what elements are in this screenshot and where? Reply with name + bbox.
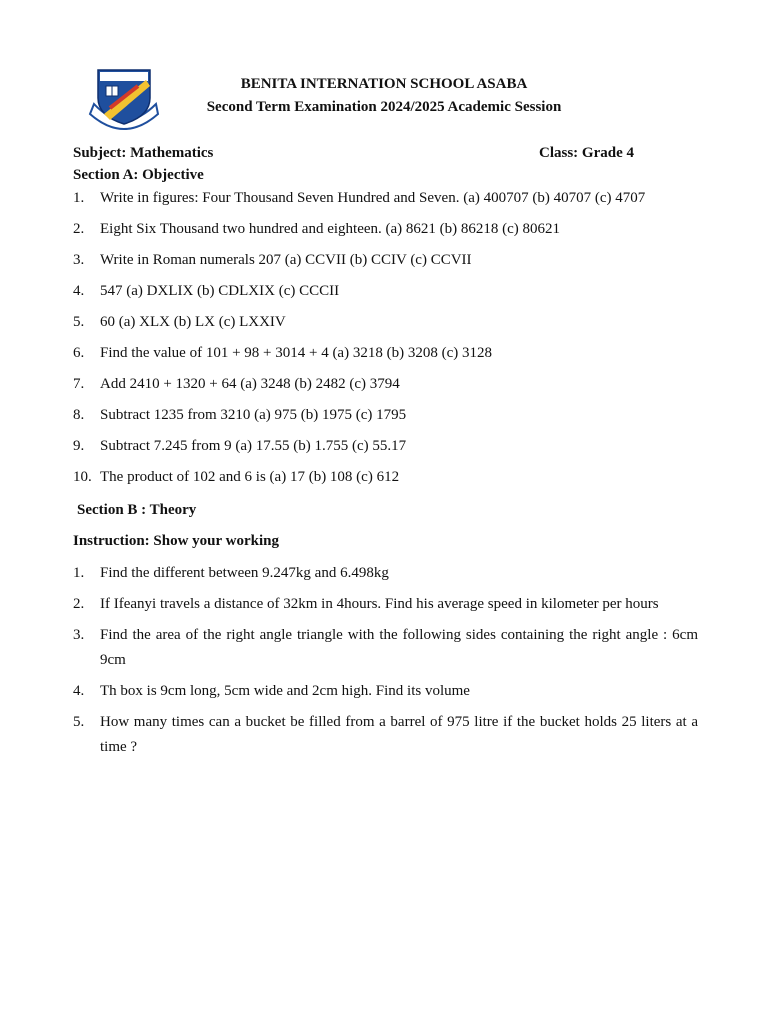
objective-questions xyxy=(73,186,698,496)
question-number: 1. xyxy=(73,565,85,581)
question-text: How many times can a bucket be filled from a barrel of 975 litre if the bucket holds 25 liters at a time ? xyxy=(100,714,698,755)
question-number: 1. xyxy=(73,190,85,206)
question-text: Write in Roman numerals 207 (a) CCVII (b) CCIV (c) CCVII xyxy=(100,252,472,268)
question-item xyxy=(73,279,698,304)
question-item xyxy=(73,561,698,586)
question-text: Find the different between 9.247kg and 6.498kg xyxy=(100,565,389,581)
question-number: 2. xyxy=(73,596,85,612)
question-item xyxy=(73,623,698,673)
exam-title: Second Term Examination 2024/2025 Academic Session xyxy=(206,99,562,115)
section-b-title: Section B : Theory xyxy=(77,502,197,518)
question-item xyxy=(73,403,698,428)
class-label: Class: Grade 4 xyxy=(539,145,634,161)
question-number: 4. xyxy=(73,683,85,699)
question-text: If Ifeanyi travels a distance of 32km in 4hours. Find his average speed in kilometer per hours xyxy=(100,596,659,612)
question-text: Th box is 9cm long, 5cm wide and 2cm high. Find its volume xyxy=(100,683,470,699)
question-item xyxy=(73,465,698,490)
question-item xyxy=(73,341,698,366)
question-text: Find the area of the right angle triangle with the following sides containing the right angle : 6cm 9cm xyxy=(100,627,698,668)
question-item xyxy=(73,186,698,211)
instruction-text: Instruction: Show your working xyxy=(73,533,280,549)
question-item xyxy=(73,434,698,459)
question-text: Write in figures: Four Thousand Seven Hundred and Seven. (a) 400707 (b) 40707 (c) 4707 xyxy=(100,190,646,206)
question-item xyxy=(73,710,698,760)
question-item xyxy=(73,217,698,242)
question-text: 60 (a) XLX (b) LX (c) LXXIV xyxy=(100,314,286,330)
question-number: 5. xyxy=(73,714,85,730)
question-text: Eight Six Thousand two hundred and eighteen. (a) 8621 (b) 86218 (c) 80621 xyxy=(100,221,561,237)
question-number: 9. xyxy=(73,438,85,454)
question-number: 7. xyxy=(73,376,85,392)
question-item xyxy=(73,372,698,397)
question-text: Subtract 7.245 from 9 (a) 17.55 (b) 1.755 (c) 55.17 xyxy=(100,438,407,454)
question-item xyxy=(73,248,698,273)
question-number: 10. xyxy=(73,469,92,485)
subject-label: Subject: Mathematics xyxy=(73,145,214,161)
question-number: 5. xyxy=(73,314,85,330)
question-text: Add 2410 + 1320 + 64 (a) 3248 (b) 2482 (c) 3794 xyxy=(100,376,400,392)
question-text: Subtract 1235 from 3210 (a) 975 (b) 1975 (c) 1795 xyxy=(100,407,407,423)
school-name: BENITA INTERNATION SCHOOL ASABA xyxy=(240,76,528,92)
question-text: 547 (a) DXLIX (b) CDLXIX (c) CCCII xyxy=(100,283,340,299)
question-item xyxy=(73,310,698,335)
question-number: 6. xyxy=(73,345,85,361)
question-text: The product of 102 and 6 is (a) 17 (b) 108 (c) 612 xyxy=(100,469,400,485)
theory-questions xyxy=(73,561,698,766)
question-number: 3. xyxy=(73,252,85,268)
question-number: 3. xyxy=(73,627,85,643)
question-number: 2. xyxy=(73,221,85,237)
question-number: 8. xyxy=(73,407,85,423)
section-a-title: Section A: Objective xyxy=(73,167,204,183)
question-number: 4. xyxy=(73,283,85,299)
question-text: Find the value of 101 + 98 + 3014 + 4 (a) 3218 (b) 3208 (c) 3128 xyxy=(100,345,492,361)
question-item xyxy=(73,592,698,617)
question-item xyxy=(73,679,698,704)
